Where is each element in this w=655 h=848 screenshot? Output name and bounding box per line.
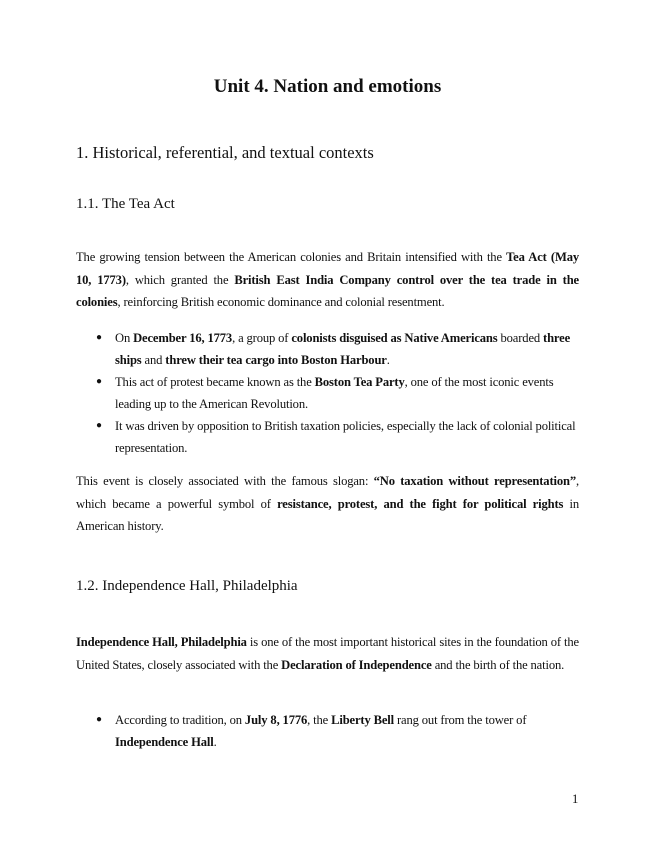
bullet-icon: ● (96, 376, 102, 387)
independence-hall-paragraph: Independence Hall, Philadelphia is one of the most important historical sites in the foundation of the United States, closely associated with the Declaration of Independence and the birth of the nation. (76, 635, 579, 672)
tea-act-paragraph: The growing tension between the American colonies and Britain intensified with the Tea Act (May 10, 1773), which granted the British East India Company control over the tea trade in the colonies, reinforcing British economic dominance and colonial resentment. (76, 250, 579, 309)
list-item: ● This act of protest became known as the Boston Tea Party, one of the most iconic events leading up to the American Revolution. (96, 371, 580, 415)
bullet-icon: ● (96, 420, 102, 431)
section-heading-1: 1. Historical, referential, and textual contexts (76, 143, 374, 162)
page-title: Unit 4. Nation and emotions (213, 76, 442, 97)
bullet-icon: ● (96, 714, 102, 725)
bullet-icon: ● (96, 332, 102, 343)
list-item: ● On December 16, 1773, a group of colonists disguised as Native Americans boarded three ships and threw their tea cargo into Boston Harbour. (96, 327, 580, 371)
list-item: ● According to tradition, on July 8, 1776, the Liberty Bell rang out from the tower of Independence Hall. (96, 709, 580, 753)
section-heading-1-1: 1.1. The Tea Act (76, 196, 175, 212)
section-heading-1-2: 1.2. Independence Hall, Philadelphia (76, 578, 298, 594)
page-number: 1 (572, 792, 579, 806)
list-item: ● It was driven by opposition to British taxation policies, especially the lack of colonial political representation. (96, 415, 580, 459)
slogan-paragraph: This event is closely associated with the famous slogan: “No taxation without representation”, which became a powerful symbol of resistance, protest, and the fight for political rights in American history. (76, 474, 579, 533)
